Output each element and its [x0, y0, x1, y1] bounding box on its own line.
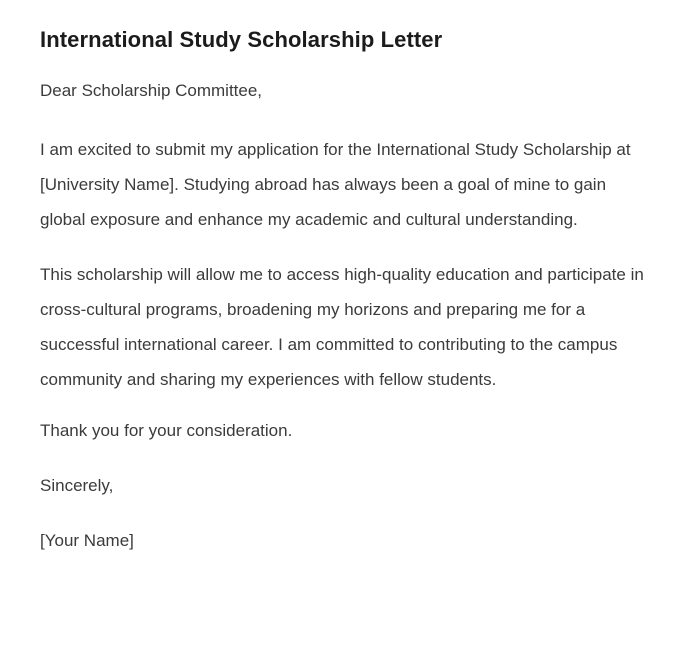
closing: Sincerely,: [40, 476, 114, 495]
paragraph-benefits: This scholarship will allow me to access high-quality education and participate in cross-cultural programs, broadening my horizons and preparing me for a successful international career. I am committed to contributing to the campus community and sharing my experiences with fellow students.: [40, 265, 644, 389]
paragraph-thanks: Thank you for your consideration.: [40, 421, 293, 440]
signature-placeholder: [Your Name]: [40, 531, 134, 550]
letter-body: [40, 26, 654, 555]
letter-title: International Study Scholarship Letter: [40, 27, 443, 52]
paragraph-introduction: I am excited to submit my application for the International Study Scholarship at [University Name]. Studying abroad has always been a goal of mine to gain global exposure and enhance my academic and cultural understanding.: [40, 140, 631, 229]
salutation: Dear Scholarship Committee,: [40, 81, 263, 100]
